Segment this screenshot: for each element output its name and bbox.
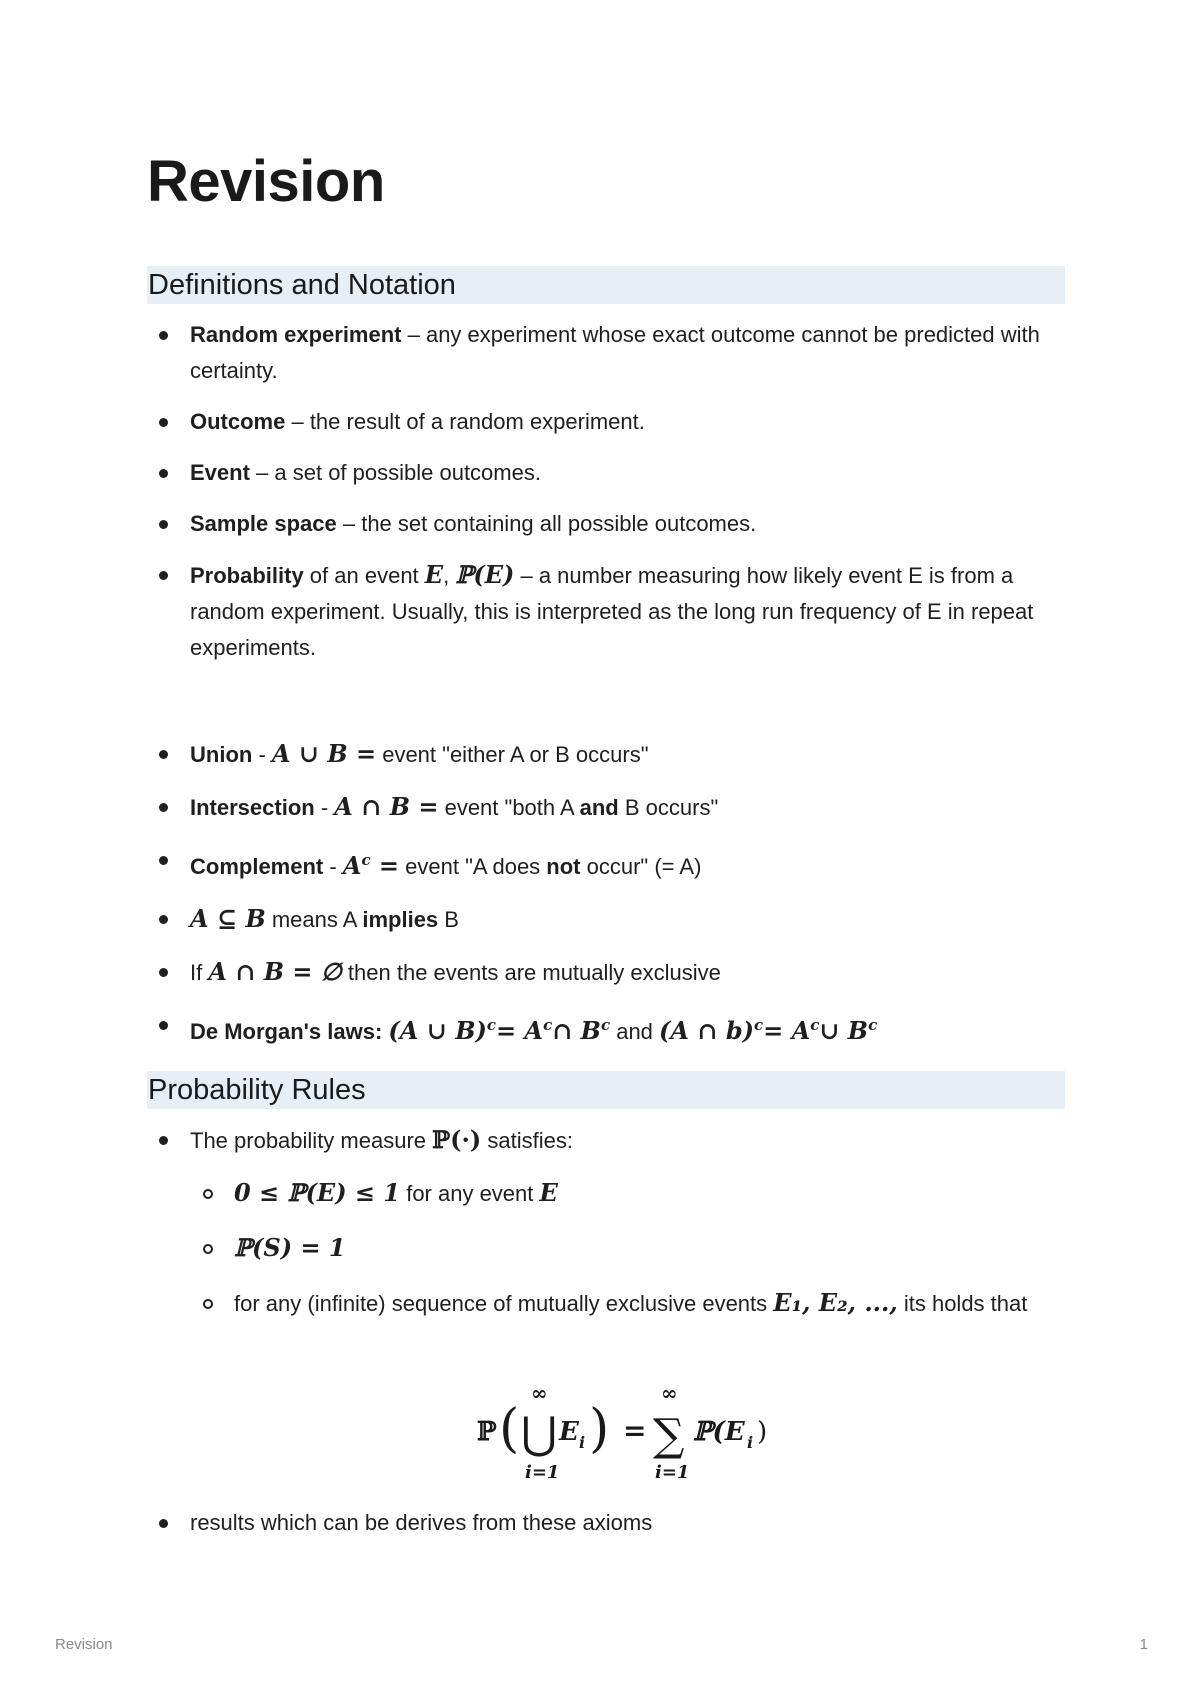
formula-sub-i: i [579,1433,586,1452]
list-item: results which can be derives from these axioms [147,1505,1065,1541]
list-item: Sample space – the set containing all possible outcomes. [147,506,1065,542]
closing-list [147,1505,1065,1556]
formula-lparen: ( [499,1399,520,1459]
list-item: Complement - $A^c$ = event "A does not occur" (= A) [147,842,1065,885]
formula-rhs: ℙ(E [693,1417,745,1447]
list-item: ℙ(S) = 1 [147,1230,1065,1267]
list-item: Outcome – the result of a random experiment. [147,404,1065,440]
page-number: 1 [1139,1636,1148,1653]
list-item: Event – a set of possible outcomes. [147,455,1065,491]
list-item: 0 ≤ ℙ(E) ≤ 1 for any event E [147,1175,1065,1212]
formula-rparen: ) [589,1399,610,1459]
list-item: Random experiment – any experiment whose exact outcome cannot be predicted with certainty. [147,317,1065,389]
list-item: If A ∩ B = ∅ then the events are mutually exclusive [147,954,1065,991]
set-notation-list [147,736,1065,1065]
axioms-list [147,1175,1065,1337]
list-item: Union - A ∪ B = event "either A or B occurs" [147,736,1065,773]
formula-equals: = [623,1414,647,1447]
list-item: A ⊆ B means A implies B [147,901,1065,938]
formula-union-bottom: i=1 [525,1462,560,1483]
formula-union-symbol: ⋃ [521,1408,558,1459]
section-heading-rules: Probability Rules [147,1071,1065,1109]
formula-union-top: ∞ [531,1381,548,1405]
formula-e: E [559,1417,579,1447]
section-heading-definitions: Definitions and Notation [147,266,1065,304]
list-item: Probability of an event E, ℙ(E) – a number measuring how likely event E is from a random experiment. Usually, this is interpreted as the long run frequency of E in repeat experiments. [147,557,1065,666]
footer-title: Revision [55,1636,113,1653]
formula-p: ℙ [477,1417,497,1447]
page-title: Revision [147,149,385,214]
list-item-de-morgan: De Morgan's laws: (A ∪ $B)^c= A^c\cap$ $B^c$ and (A ∩ $b)^c= A^c\cup$ $B^c$ [147,1007,1065,1050]
formula-rhs-close: ) [757,1417,768,1447]
rules-list [147,1122,1065,1176]
formula-sum-symbol: ∑ [653,1410,685,1461]
list-item: Intersection - A ∩ B = event "both A and B occurs" [147,789,1065,826]
list-item: The probability measure ℙ(·) satisfies: [147,1122,1065,1159]
formula-rhs-sub-i: i [747,1433,754,1452]
countable-additivity-formula [477,1378,797,1488]
formula-sum-bottom: i=1 [655,1462,690,1483]
formula-sum-top: ∞ [661,1381,678,1405]
list-item: for any (infinite) sequence of mutually exclusive events E₁, E₂, ..., its holds that [147,1285,1065,1322]
definitions-list [147,317,1065,681]
